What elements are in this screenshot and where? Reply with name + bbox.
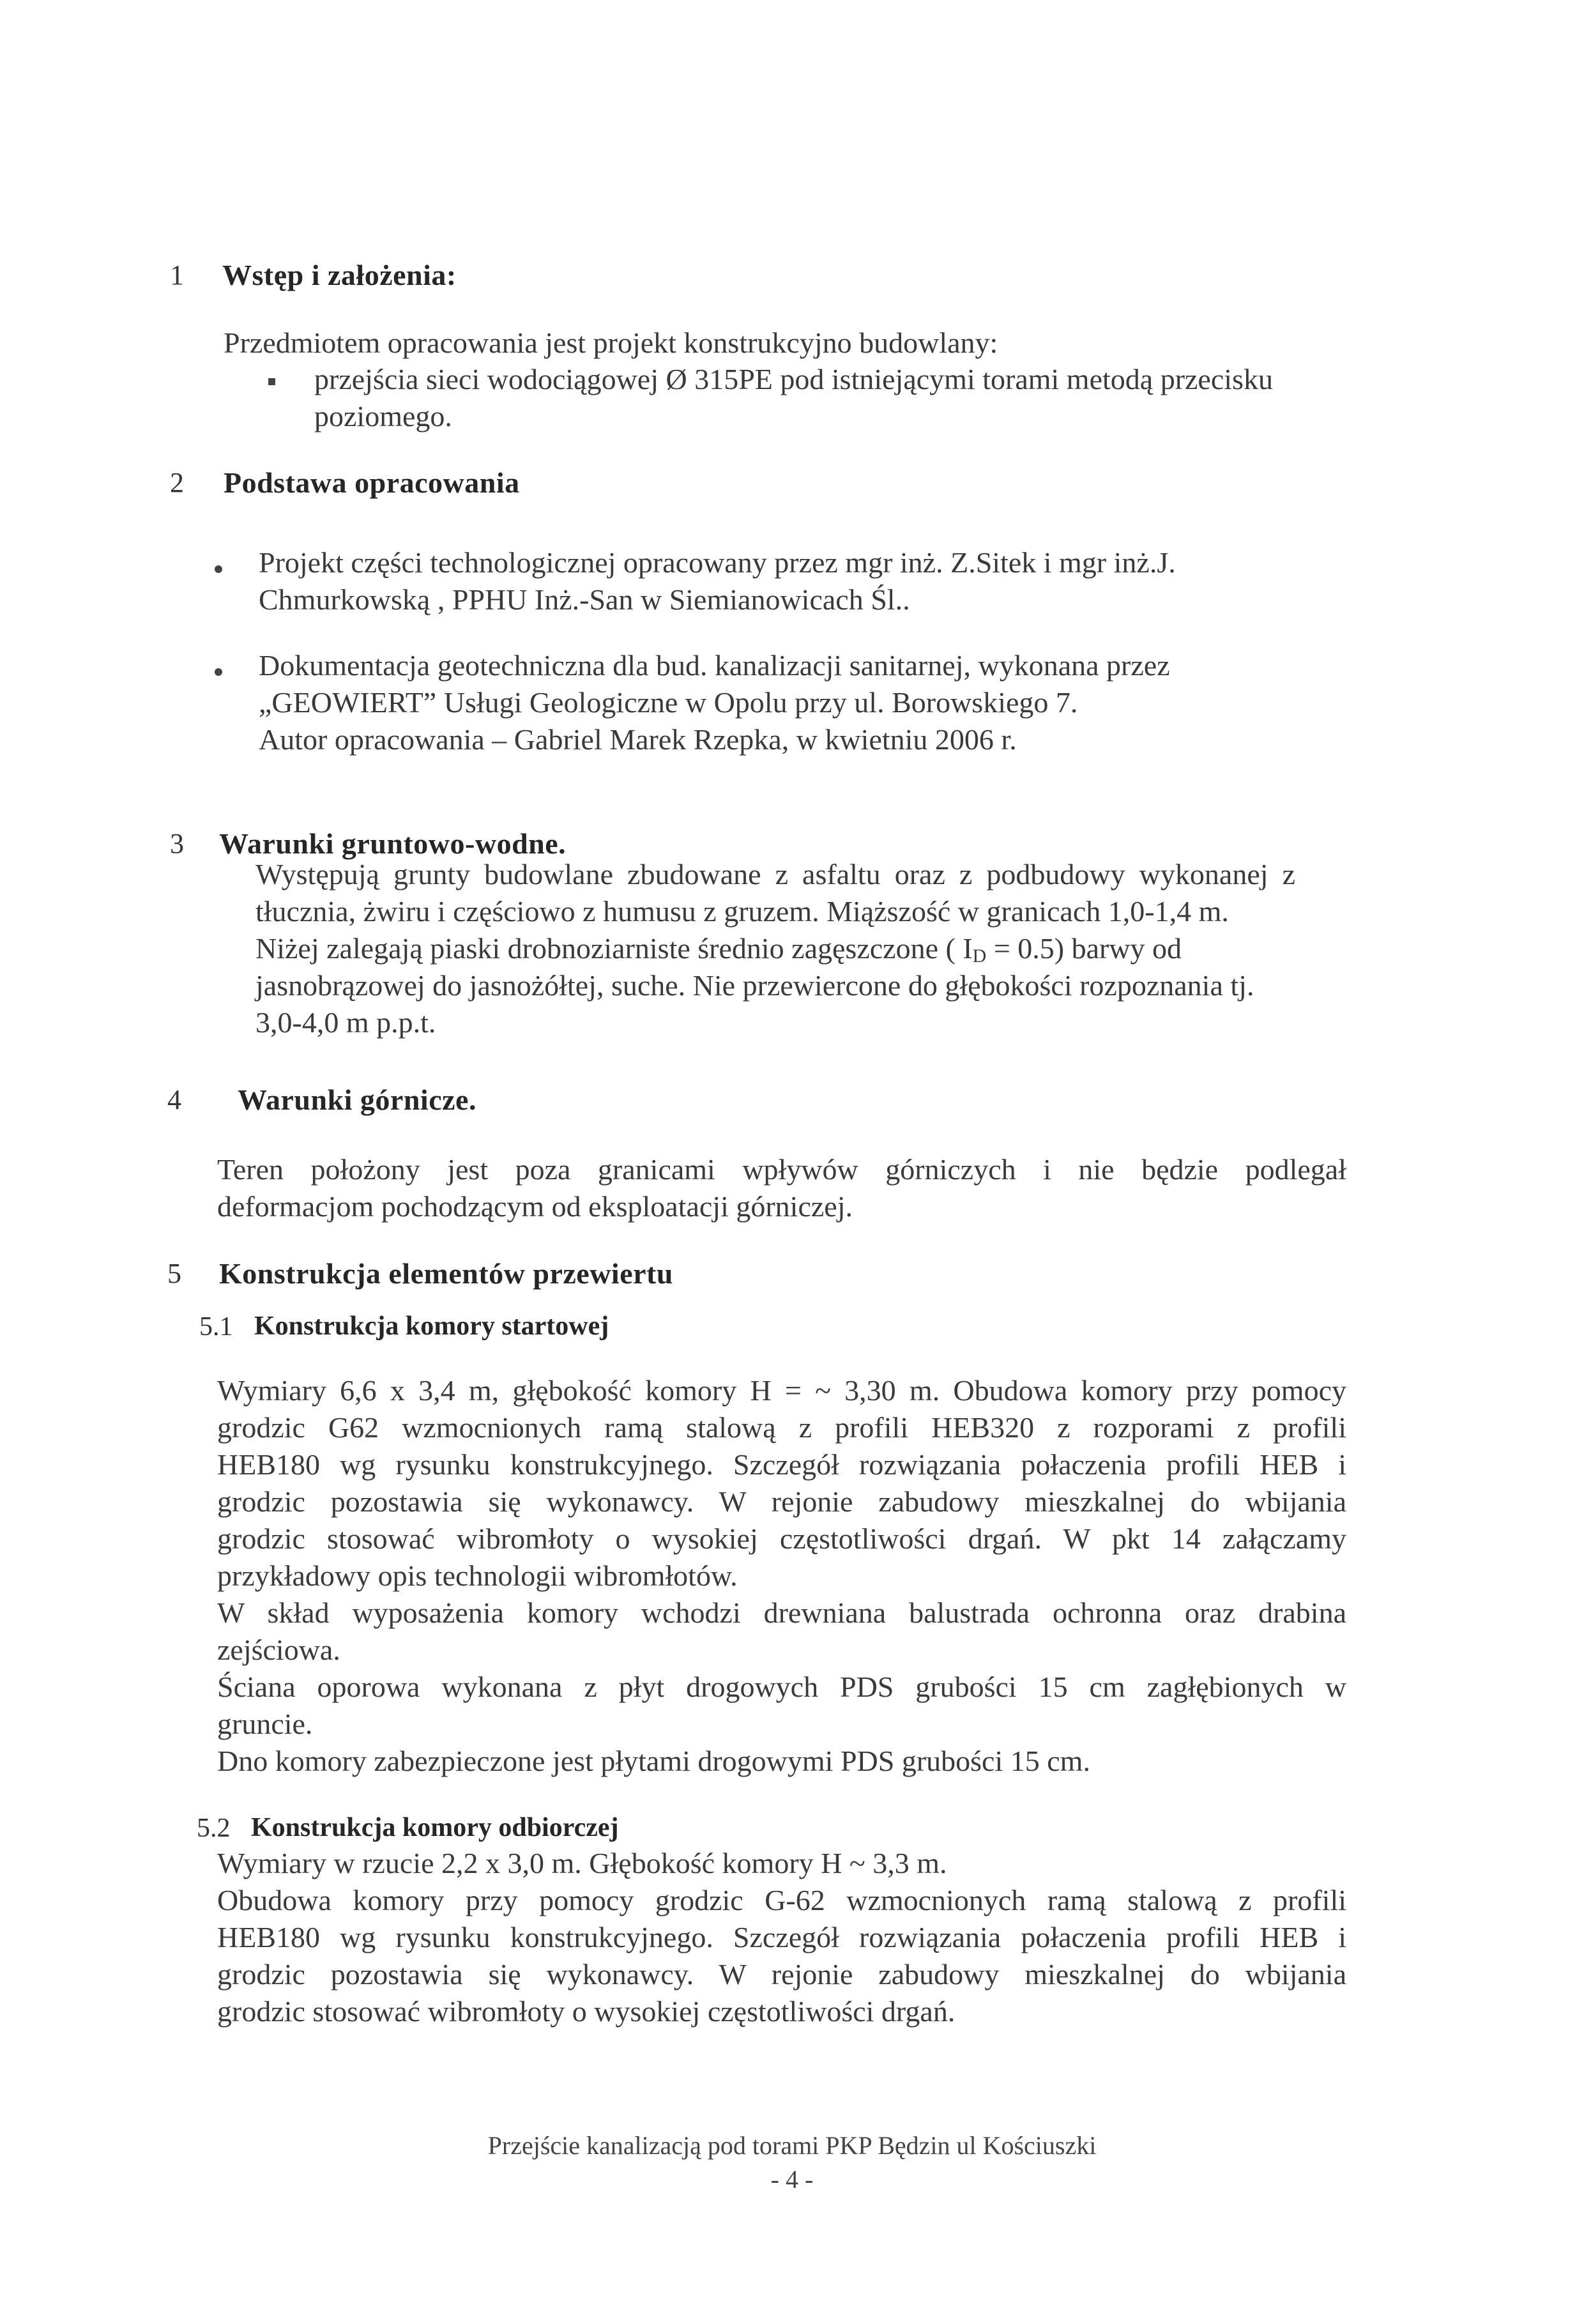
section-2-item-1-line-2: Chmurkowską , PPHU Inż.-San w Siemianowicach Śl.. <box>259 583 910 616</box>
square-bullet-icon <box>268 378 275 385</box>
footer-title: Przejście kanalizacją pod torami PKP Będzin ul Kościuszki <box>487 2131 1097 2160</box>
subsection-5-1-number: 5.1 <box>199 1312 233 1342</box>
round-bullet-icon <box>215 668 222 676</box>
subscript-d: D <box>972 945 987 967</box>
subsection-5-1-line-7: W skład wyposażenia komory wchodzi drewniana balustrada ochronna oraz drabina <box>217 1596 1346 1629</box>
section-4-number: 4 <box>167 1084 181 1115</box>
subsection-5-1-line-6: przykładowy opis technologii wibromłotów. <box>217 1559 738 1592</box>
section-3-line-4: jasnobrązowej do jasnożółtej, suche. Nie przewiercone do głębokości rozpoznania tj. <box>255 969 1254 1002</box>
section-2-item-2-line-1: Dokumentacja geotechniczna dla bud. kanalizacji sanitarnej, wykonana przez <box>259 649 1170 682</box>
section-3-line-3-rest: = 0.5) barwy od <box>986 932 1182 965</box>
subsection-5-1-line-1: Wymiary 6,6 x 3,4 m, głębokość komory H = ~ 3,30 m. Obudowa komory przy pomocy <box>217 1374 1346 1407</box>
section-4-heading: Warunki górnicze. <box>238 1083 476 1116</box>
section-4-line-2: deformacjom pochodzącym od eksploatacji górniczej. <box>217 1190 853 1223</box>
section-1-intro: Przedmiotem opracowania jest projekt konstrukcyjno budowlany: <box>224 326 998 359</box>
subsection-5-2-heading: Konstrukcja komory odbiorczej <box>251 1813 619 1842</box>
section-1-bullet-line-2: poziomego. <box>314 400 452 432</box>
page-number: - 4 - <box>770 2165 814 2194</box>
subsection-5-1-line-2: grodzic G62 wzmocnionych ramą stalową z profili HEB320 z rozporami z profili <box>217 1411 1346 1444</box>
section-3-heading: Warunki gruntowo-wodne. <box>219 827 567 860</box>
subsection-5-1-line-10: gruncie. <box>217 1708 313 1740</box>
subsection-5-1-line-5: grodzic stosować wibromłoty o wysokiej częstotliwości drgań. W pkt 14 załączamy <box>217 1522 1346 1555</box>
section-2-item-1-line-1: Projekt części technologicznej opracowany przez mgr inż. Z.Sitek i mgr inż.J. <box>259 546 1176 579</box>
section-5-heading: Konstrukcja elementów przewiertu <box>219 1257 673 1290</box>
section-2-item-2-line-2: „GEOWIERT” Usługi Geologiczne w Opolu przy ul. Borowskiego 7. <box>259 686 1078 719</box>
section-3-line-2: tłucznia, żwiru i częściowo z humusu z gruzem. Miąższość w granicach 1,0-1,4 m. <box>255 895 1229 928</box>
section-2-number: 2 <box>170 467 184 498</box>
subsection-5-1-heading: Konstrukcja komory startowej <box>254 1311 609 1341</box>
round-bullet-icon <box>215 565 222 573</box>
subsection-5-2-line-2: Obudowa komory przy pomocy grodzic G-62 wzmocnionych ramą stalową z profili <box>217 1884 1346 1916</box>
subsection-5-1-line-3: HEB180 wg rysunku konstrukcyjnego. Szczegół rozwiązania połaczenia profili HEB i <box>217 1448 1346 1481</box>
section-1-bullet-line-1: przejścia sieci wodociągowej Ø 315PE pod istniejącymi torami metodą przecisku <box>314 363 1273 395</box>
section-3-number: 3 <box>170 828 184 859</box>
subsection-5-1-line-8: zejściowa. <box>217 1633 340 1666</box>
section-2-heading: Podstawa opracowania <box>224 466 520 499</box>
section-5-number: 5 <box>167 1258 181 1289</box>
subsection-5-2-line-5: grodzic stosować wibromłoty o wysokiej częstotliwości drgań. <box>217 1995 956 2028</box>
section-1-number: 1 <box>170 259 184 291</box>
subsection-5-1-line-11: Dno komory zabezpieczone jest płytami drogowymi PDS grubości 15 cm. <box>217 1745 1090 1777</box>
subsection-5-2-number: 5.2 <box>197 1814 231 1843</box>
section-3-line-3-text: Niżej zalegają piaski drobnoziarniste średnio zagęszczone ( I <box>255 932 973 965</box>
section-3-line-5: 3,0-4,0 m p.p.t. <box>255 1006 436 1039</box>
subsection-5-2-line-1: Wymiary w rzucie 2,2 x 3,0 m. Głębokość komory H ~ 3,3 m. <box>217 1847 947 1879</box>
subsection-5-1-line-4: grodzic pozostawia się wykonawcy. W rejonie zabudowy mieszkalnej do wbijania <box>217 1485 1346 1518</box>
section-2-item-2-line-3: Autor opracowania – Gabriel Marek Rzepka, w kwietniu 2006 r. <box>259 723 1017 756</box>
section-1-heading: Wstęp i założenia: <box>222 259 457 291</box>
section-3-line-1: Występują grunty budowlane zbudowane z asfaltu oraz z podbudowy wykonanej z <box>255 858 1295 891</box>
section-4-line-1: Teren położony jest poza granicami wpływów górniczych i nie będzie podlegał <box>217 1153 1346 1186</box>
subsection-5-2-line-4: grodzic pozostawia się wykonawcy. W rejonie zabudowy mieszkalnej do wbijania <box>217 1958 1346 1991</box>
subsection-5-1-line-9: Ściana oporowa wykonana z płyt drogowych PDS grubości 15 cm zagłębionych w <box>217 1670 1346 1703</box>
subsection-5-2-line-3: HEB180 wg rysunku konstrukcyjnego. Szczegół rozwiązania połaczenia profili HEB i <box>217 1921 1346 1953</box>
